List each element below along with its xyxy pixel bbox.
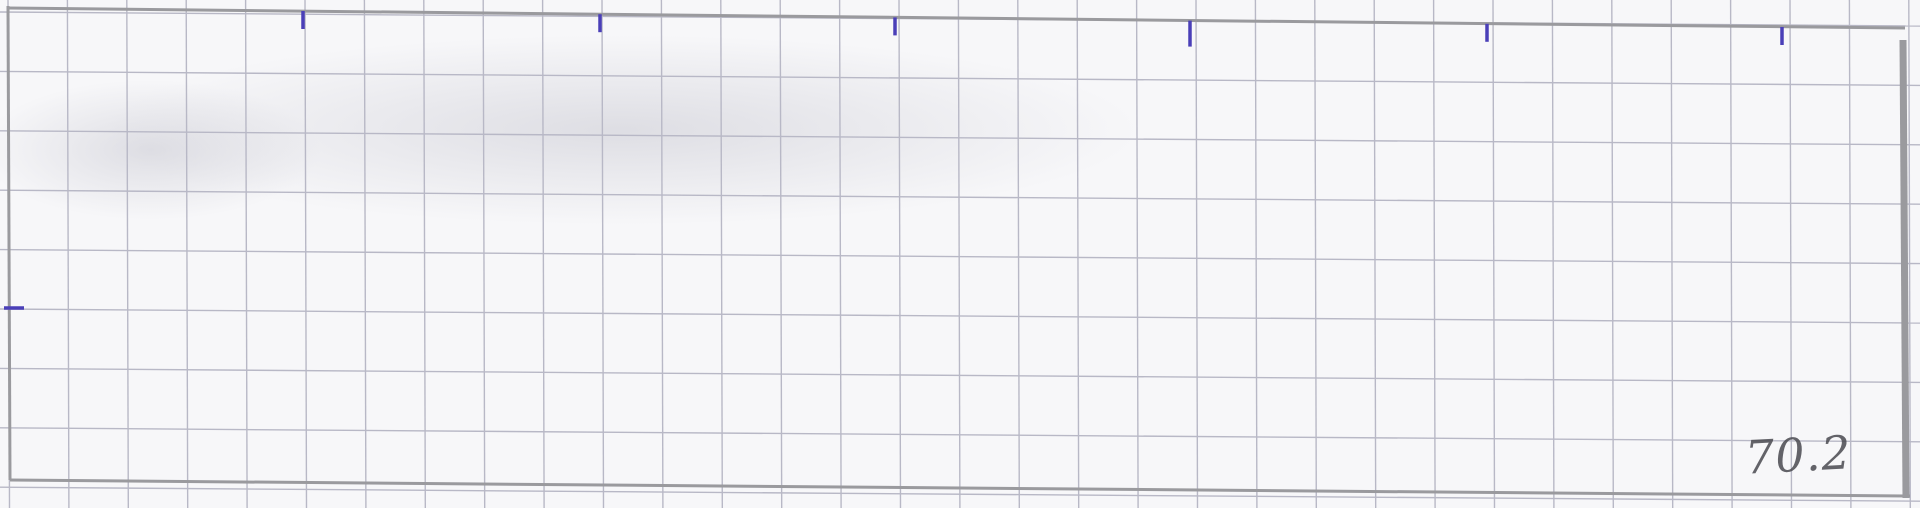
grid-line-vertical — [1077, 0, 1079, 508]
grid-line-vertical — [186, 0, 188, 508]
grid-line-vertical — [67, 0, 69, 508]
grid-line-vertical — [840, 0, 842, 508]
grid-line-horizontal — [0, 71, 1920, 85]
grid-line-vertical — [364, 0, 366, 508]
grid-line-vertical — [1434, 0, 1436, 508]
grid-line-vertical — [1255, 0, 1257, 508]
grid-line-vertical — [780, 0, 782, 508]
grid-line-vertical — [1493, 0, 1495, 508]
grid-line-vertical — [1374, 0, 1376, 508]
grid-line-horizontal — [0, 190, 1920, 204]
grid-line-vertical — [246, 0, 248, 508]
grid-line-horizontal — [0, 131, 1920, 145]
grid-line-vertical — [1612, 0, 1614, 508]
grid-line-vertical — [305, 0, 307, 508]
grid-line-vertical — [1137, 0, 1139, 508]
frame-right-line — [1903, 40, 1906, 498]
grid-line-vertical — [958, 0, 960, 508]
grid-line-vertical — [1552, 0, 1554, 508]
grid-line-vertical — [1731, 0, 1733, 508]
grid-line-vertical — [899, 0, 901, 508]
frame-left-line — [8, 6, 10, 480]
grid-line-vertical — [424, 0, 426, 508]
grid-line-vertical — [1018, 0, 1020, 508]
frame-top-line — [8, 8, 1905, 28]
grid-line-vertical — [1315, 0, 1317, 508]
grid-line-vertical — [127, 0, 129, 508]
grid-line-vertical — [1671, 0, 1673, 508]
handwritten-page-number: 70.2 — [1743, 425, 1853, 485]
grid-line-vertical — [1196, 0, 1198, 508]
grid-line-horizontal — [0, 250, 1920, 264]
